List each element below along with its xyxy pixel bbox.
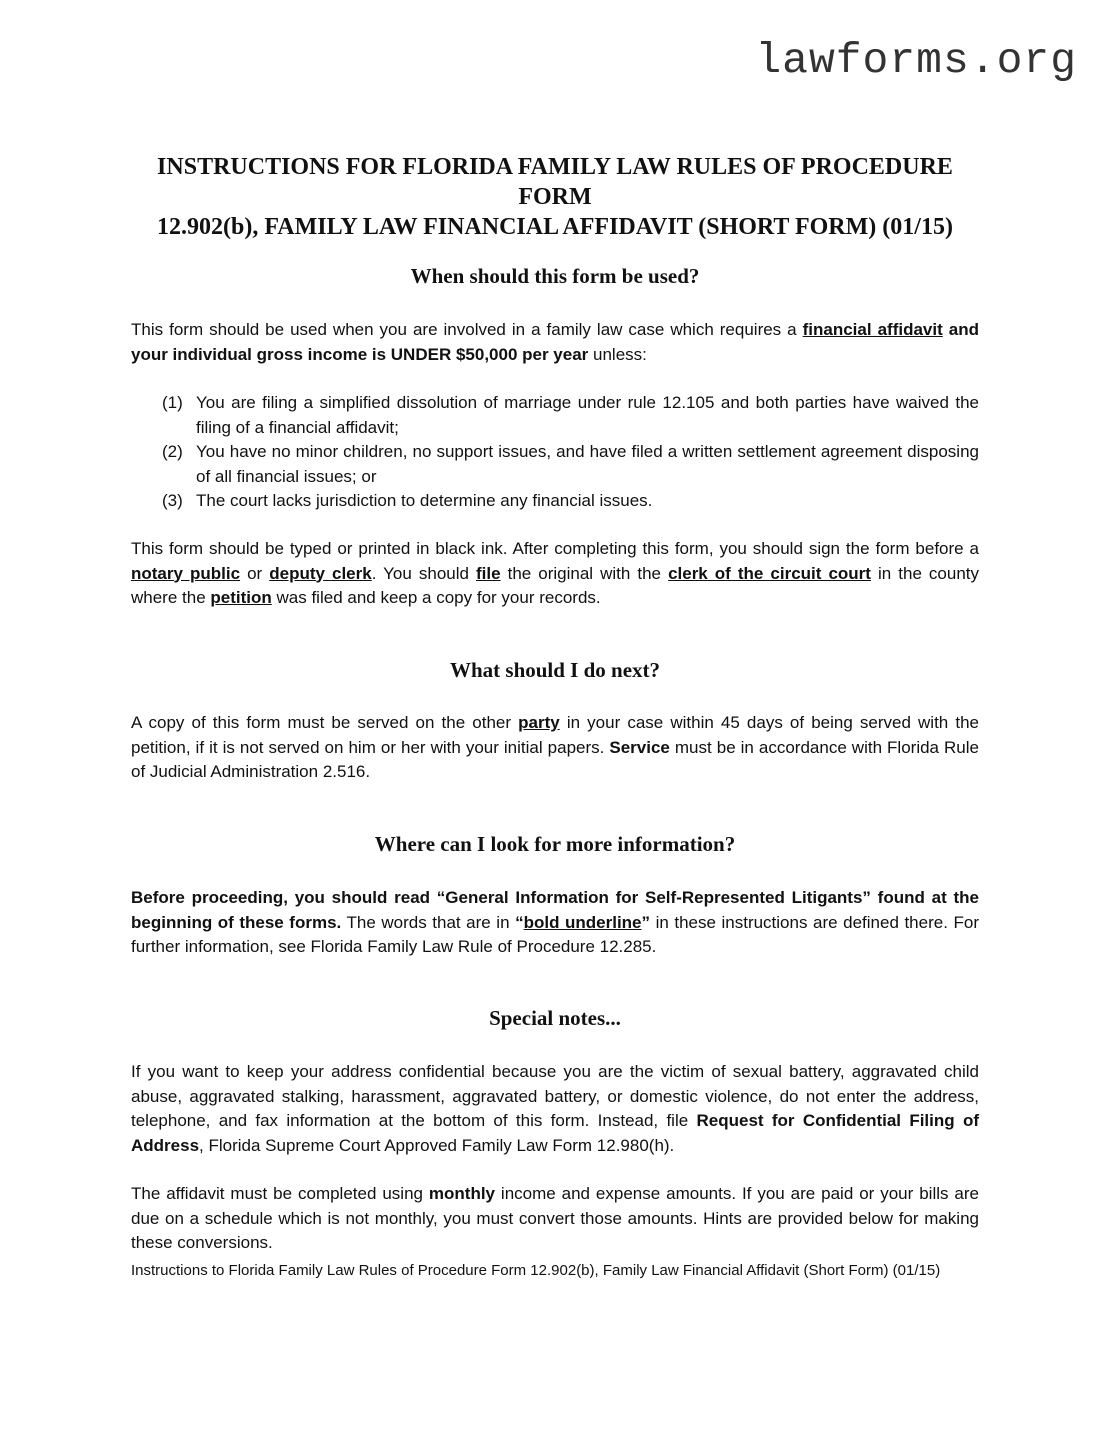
title-line-2: 12.902(b), FAMILY LAW FINANCIAL AFFIDAVIT (SHORT FORM) (01/15) [157,214,953,240]
paragraph-what-next [131,711,979,785]
text-span: , Florida Supreme Court Approved Family Law Form 12.980(h). [199,1135,675,1155]
title-line-1: INSTRUCTIONS FOR FLORIDA FAMILY LAW RULES OF PROCEDURE FORM [157,154,953,210]
heading-special-notes: Special notes... [489,1006,621,1030]
page-footer: Instructions to Florida Family Law Rules of Procedure Form 12.902(b), Family Law Financial Affidavit (Short Form) (01/15) [131,1262,941,1279]
text-span: the original with the [500,563,669,583]
text-span: The affidavit must be completed using [131,1184,429,1203]
quote-open: “ [515,912,524,932]
text-span: A copy of this form must be served on the other [131,713,519,732]
list-number: (2) [162,442,183,461]
text-span: The words that are in [341,912,516,932]
paragraph-more-info [131,886,979,960]
text-span: in the county where the [131,563,980,607]
term-financial-affidavit: financial affidavit [802,320,943,339]
list-item [131,489,979,514]
text-span: or [240,563,270,583]
text-span: . You should [371,563,477,583]
text-span: unless: [588,344,647,364]
text-span: This form should be used when you are involved in a family law case which requires a [131,320,803,339]
list-item [131,440,979,489]
list-number: (3) [162,491,183,510]
term-notary-public: notary public [131,563,241,583]
form-request-confidential-filing: Request for Confidential Filing of Address [131,1111,979,1155]
document-title [131,152,979,242]
list-number: (1) [162,393,183,412]
term-clerk-of-circuit-court: clerk of the circuit court [668,563,871,583]
term-bold-underline: bold underline [523,912,642,932]
quote-close: ” [641,912,651,932]
text-span: in these instructions are defined there. For further information, see Florida Family Law Rule of Procedure 12.285. [131,912,979,956]
list-item [131,391,979,440]
term-petition: petition [210,588,272,607]
text-span: If you want to keep your address confidential because you are the victim of sexual battery, aggravated child abuse, aggravated stalking, harassment, aggravated battery, or domestic violence, do not enter the address, telephone, and fax information at the bottom of this form. Instead, file [131,1062,979,1130]
text-span: This form should be typed or printed in black ink. After completing this form, you should sign the form before a [131,539,979,558]
income-threshold: and your individual gross income is UNDER $50,000 per year [131,320,979,364]
text-span: income and expense amounts. If you are paid or your bills are due on a schedule which is not monthly, you must convert those amounts. Hints are provided below for making these conversions. [131,1184,979,1252]
term-monthly: monthly [428,1184,496,1203]
term-service: Service [609,737,670,757]
read-general-info: Before proceeding, you should read “General Information for Self-Represented Litigants” found at the beginning of these forms. [131,888,979,932]
heading-when-used: When should this form be used? [410,264,700,288]
list-text: The court lacks jurisdiction to determine any financial issues. [196,491,653,510]
paragraph-monthly-amounts [131,1182,979,1256]
term-deputy-clerk: deputy clerk [269,563,372,583]
paragraph-filing [131,537,979,611]
paragraph-when-used [131,318,979,367]
heading-what-next: What should I do next? [449,658,661,682]
list-text: You are filing a simplified dissolution of marriage under rule 12.105 and both parties have waived the filing of a financial affidavit; [196,393,979,437]
heading-more-info: Where can I look for more information? [374,832,736,856]
exceptions-list [131,391,979,514]
term-party: party [518,713,560,732]
text-span: in your case within 45 days of being served with the petition, if it is not served on him or her with your initial papers. [131,713,979,757]
text-span: must be in accordance with Florida Rule of Judicial Administration 2.516. [131,737,979,781]
list-text: You have no minor children, no support issues, and have filed a written settlement agreement disposing of all financial issues; or [196,442,979,486]
paragraph-confidential-address [131,1060,979,1158]
term-file: file [476,563,501,583]
text-span: was filed and keep a copy for your records. [271,588,601,607]
lawforms-watermark: lawforms.org [755,36,1077,85]
